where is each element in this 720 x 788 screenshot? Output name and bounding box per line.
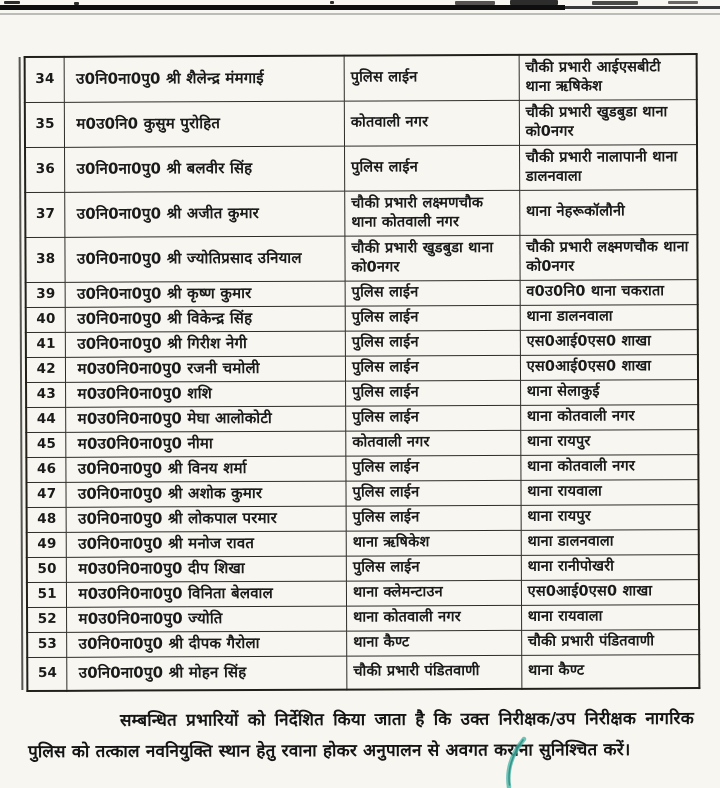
scan-speck bbox=[510, 0, 558, 5]
current-posting: पुलिस लाईन bbox=[346, 405, 521, 431]
table-row bbox=[26, 354, 698, 382]
table-row bbox=[27, 554, 699, 582]
current-posting: पुलिस लाईन bbox=[345, 330, 520, 356]
new-posting: थाना कैण्ट bbox=[521, 654, 699, 689]
new-posting: चौकी प्रभारी लक्ष्मणचौक थाना को0नगर bbox=[520, 234, 698, 280]
table-row bbox=[26, 429, 698, 457]
current-posting: थाना ऋषिकेश bbox=[346, 530, 521, 556]
table-row bbox=[26, 304, 698, 332]
table-row bbox=[27, 604, 699, 632]
new-posting: थाना डालनवाला bbox=[520, 304, 698, 330]
officer-name: उ0नि0ना0पु0 श्री ज्योतिप्रसाद उनियाल bbox=[65, 236, 345, 282]
officer-name: उ0नि0ना0पु0 श्री मनोज रावत bbox=[67, 531, 347, 557]
current-posting: थाना कोतवाली नगर bbox=[347, 605, 522, 631]
table-row bbox=[27, 629, 699, 657]
officer-name: म0उ0नि0ना0पु0 दीप शिखा bbox=[67, 556, 347, 582]
table-row bbox=[25, 234, 697, 282]
officer-name: उ0नि0ना0पु0 श्री शैलेन्द्र मंमगाई bbox=[65, 56, 345, 102]
serial-number: 48 bbox=[27, 507, 67, 532]
officer-name: उ0नि0ना0पु0 श्री मोहन सिंह bbox=[67, 656, 347, 691]
serial-number: 40 bbox=[26, 307, 66, 332]
current-posting: पुलिस लाईन bbox=[346, 455, 521, 481]
serial-number: 37 bbox=[25, 192, 65, 237]
serial-number: 34 bbox=[25, 57, 65, 102]
officer-name: उ0नि0ना0पु0 श्री विनय शर्मा bbox=[66, 456, 346, 482]
serial-number: 38 bbox=[25, 237, 65, 282]
new-posting: थाना रायवाला bbox=[521, 479, 699, 505]
officer-name: म0उ0नि0ना0पु0 ज्योति bbox=[67, 606, 347, 632]
officer-name: उ0नि0ना0पु0 श्री गिरीश नेगी bbox=[66, 331, 346, 357]
table-row bbox=[25, 54, 697, 102]
serial-number: 52 bbox=[27, 607, 67, 632]
scan-speck bbox=[592, 1, 638, 5]
current-posting: चौकी प्रभारी पंडितवाणी bbox=[347, 655, 522, 690]
table-left-double-border bbox=[19, 57, 24, 690]
table-row bbox=[26, 279, 698, 307]
new-posting: एस0आई0एस0 शाखा bbox=[521, 579, 699, 605]
new-posting: थाना कोतवाली नगर bbox=[520, 404, 698, 430]
officer-name: उ0नि0ना0पु0 श्री दीपक गैरोला bbox=[67, 631, 347, 657]
serial-number: 39 bbox=[26, 282, 66, 307]
new-posting: चौकी प्रभारी खुडबुडा थाना को0नगर bbox=[519, 99, 697, 145]
serial-number: 35 bbox=[25, 102, 65, 147]
officer-name: म0उ0नि0ना0पु0 नीमा bbox=[66, 431, 346, 457]
officer-name: म0उ0नि0 कुसुम पुरोहित bbox=[65, 101, 345, 147]
serial-number: 51 bbox=[27, 582, 67, 607]
current-posting: पुलिस लाईन bbox=[345, 305, 520, 331]
officer-name: म0उ0नि0ना0पु0 विनिता बेलवाल bbox=[67, 581, 347, 607]
current-posting: पुलिस लाईन bbox=[346, 505, 521, 531]
table-row bbox=[26, 379, 698, 407]
table-row bbox=[27, 579, 699, 607]
new-posting: एस0आई0एस0 शाखा bbox=[520, 329, 698, 355]
current-posting: पुलिस लाईन bbox=[345, 280, 520, 306]
current-posting: चौकी प्रभारी खुडबुडा थाना को0नगर bbox=[345, 235, 520, 281]
officer-name: म0उ0नि0ना0पु0 मेघा आलोकोटी bbox=[66, 406, 346, 432]
serial-number: 36 bbox=[25, 147, 65, 192]
serial-number: 41 bbox=[26, 332, 66, 357]
current-posting: पुलिस लाईन bbox=[346, 380, 521, 406]
scan-speck bbox=[330, 1, 334, 4]
serial-number: 44 bbox=[26, 407, 66, 432]
officer-name: उ0नि0ना0पु0 श्री कृष्ण कुमार bbox=[66, 281, 346, 307]
officer-name: म0उ0नि0ना0पु0 शशि bbox=[66, 381, 346, 407]
current-posting: कोतवाली नगर bbox=[344, 100, 519, 146]
serial-number: 49 bbox=[27, 532, 67, 557]
current-posting: थाना कैण्ट bbox=[347, 630, 522, 656]
serial-number: 53 bbox=[27, 632, 67, 657]
transfer-table-wrap bbox=[24, 53, 701, 692]
new-posting: थाना रायपुर bbox=[520, 429, 698, 455]
table-row bbox=[26, 329, 698, 357]
transfer-table bbox=[24, 53, 701, 692]
table-row bbox=[26, 479, 698, 507]
new-posting: थाना रायवाला bbox=[521, 604, 699, 630]
scan-speck bbox=[668, 1, 698, 4]
scan-speck bbox=[74, 2, 79, 5]
officer-name: उ0नि0ना0पु0 श्री विकेन्द्र सिंह bbox=[66, 306, 346, 332]
new-posting: थाना कोतवाली नगर bbox=[521, 454, 699, 480]
current-posting: पुलिस लाईन bbox=[345, 145, 520, 191]
officer-name: उ0नि0ना0पु0 श्री लोकपाल परमार bbox=[67, 506, 347, 532]
scan-artifact-bar bbox=[0, 5, 565, 10]
new-posting: चौकी प्रभारी नालापानी थाना डालनवाला bbox=[519, 144, 697, 190]
scan-speck bbox=[4, 1, 20, 4]
new-posting: चौकी प्रभारी पंडितवाणी bbox=[521, 629, 699, 655]
table-row bbox=[26, 454, 698, 482]
serial-number: 50 bbox=[27, 557, 67, 582]
table-row bbox=[26, 404, 698, 432]
serial-number: 47 bbox=[26, 482, 66, 507]
new-posting: थाना सेलाकुई bbox=[520, 379, 698, 405]
scan-artifact-bar-right bbox=[565, 6, 720, 9]
table-row bbox=[27, 654, 699, 691]
serial-number: 46 bbox=[26, 457, 66, 482]
new-posting: एस0आई0एस0 शाखा bbox=[520, 354, 698, 380]
current-posting: पुलिस लाईन bbox=[346, 480, 521, 506]
current-posting: पुलिस लाईन bbox=[344, 55, 519, 101]
current-posting: थाना क्लेमन्टाउन bbox=[346, 580, 521, 606]
officer-name: म0उ0नि0ना0पु0 रजनी चमोली bbox=[66, 356, 346, 382]
scan-speck bbox=[455, 1, 495, 5]
table-row bbox=[27, 504, 699, 532]
instruction-paragraph: सम्बन्धित प्रभारियों को निर्देशित किया जाता है कि उक्त निरीक्षक/उप निरीक्षक नागरिक पुलिस को तत्काल नवनियुक्ति स्थान हेतु रवाना होकर अनुपालन से अवगत कराना सुनिश्चित करें। bbox=[28, 708, 694, 763]
serial-number: 45 bbox=[26, 432, 66, 457]
officer-name: उ0नि0ना0पु0 श्री अशोक कुमार bbox=[66, 481, 346, 507]
table-row bbox=[25, 189, 697, 237]
new-posting: चौकी प्रभारी आईएसबीटी थाना ऋषिकेश bbox=[519, 54, 697, 100]
officer-name: उ0नि0ना0पु0 श्री बलवीर सिंह bbox=[65, 146, 345, 192]
new-posting: थाना रायपुर bbox=[521, 504, 699, 530]
officer-name: उ0नि0ना0पु0 श्री अजीत कुमार bbox=[65, 191, 345, 237]
table-row bbox=[25, 144, 697, 192]
current-posting: कोतवाली नगर bbox=[346, 430, 521, 456]
current-posting: चौकी प्रभारी लक्ष्मणचौक थाना कोतवाली नगर bbox=[345, 190, 520, 236]
current-posting: पुलिस लाईन bbox=[346, 555, 521, 581]
scan-artifact-line bbox=[0, 13, 720, 15]
serial-number: 54 bbox=[27, 657, 67, 691]
new-posting: व0उ0नि0 थाना चकराता bbox=[520, 279, 698, 305]
new-posting: थाना डालनवाला bbox=[521, 529, 699, 555]
table-body bbox=[25, 54, 700, 691]
new-posting: थाना रानीपोखरी bbox=[521, 554, 699, 580]
serial-number: 42 bbox=[26, 357, 66, 382]
serial-number: 43 bbox=[26, 382, 66, 407]
new-posting: थाना नेहरूकॉलौनी bbox=[519, 189, 697, 235]
current-posting: पुलिस लाईन bbox=[345, 355, 520, 381]
table-row bbox=[25, 99, 697, 147]
table-row bbox=[27, 529, 699, 557]
